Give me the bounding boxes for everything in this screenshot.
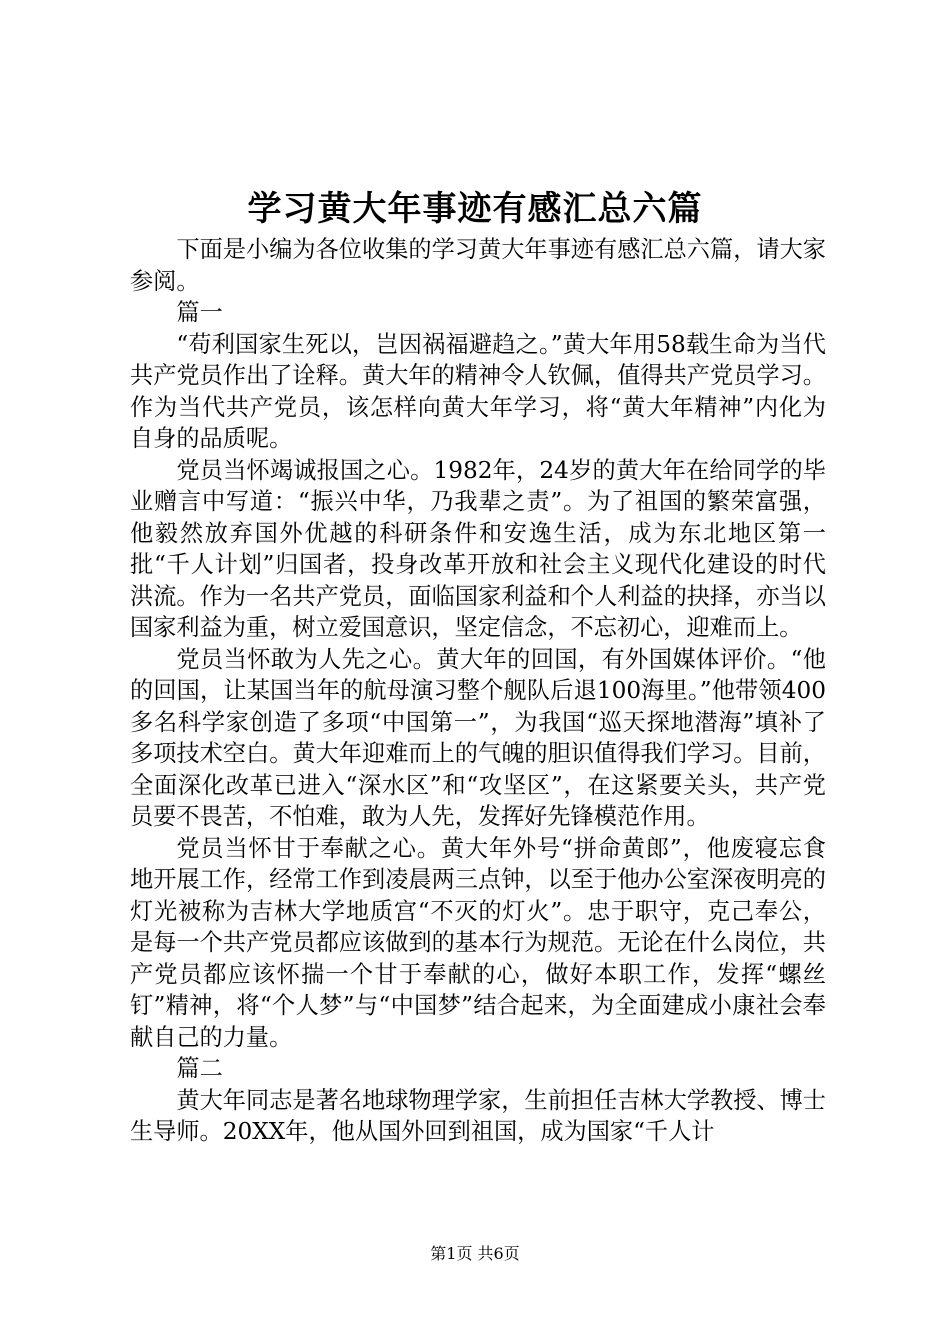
paragraph: 党员当怀竭诚报国之心。1982年，24岁的黄大年在给同学的毕业赠言中写道：“振兴中华，乃我辈之责”。为了祖国的繁荣富强，他毅然放弃国外优越的科研条件和安逸生活，成为东北地区第一批“千人计划”归国者，投身改革开放和社会主义现代化建设的时代洪流。作为一名共产党员，面临国家利益和个人利益的抉择，亦当以国家利益为重，树立爱国意识，坚定信念，不忘初心，迎难而上。: [130, 456, 826, 641]
paragraph: 党员当怀敢为人先之心。黄大年的回国，有外国媒体评价。“他的回国，让某国当年的航母演习整个舰队后退100海里。”他带领400多名科学家创造了多项“中国第一”，为我国“巡天探地潜海”填补了多项技术空白。黄大年迎难而上的气魄的胆识值得我们学习。目前，全面深化改革已进入“深水区”和“攻坚区”，在这紧要关头，共产党员要不畏苦，不怕难，敢为人先，发挥好先锋模范作用。: [130, 645, 826, 830]
paragraph: 党员当怀甘于奉献之心。黄大年外号“拼命黄郎”，他废寝忘食地开展工作，经常工作到凌晨两三点钟，以至于他办公室深夜明亮的灯光被称为吉林大学地质宫“不灭的灯火”。忠于职守，克己奉公，是每一个共产党员都应该做到的基本行为规范。无论在什么岗位，共产党员都应该怀揣一个甘于奉献的心，做好本职工作，发挥“螺丝钉”精神，将“个人梦”与“中国梦”结合起来，为全面建成小康社会奉献自己的力量。: [130, 834, 826, 1051]
paragraph: “苟利国家生死以，岂因祸福避趋之。”黄大年用58载生命为当代共产党员作出了诠释。黄大年的精神令人钦佩，值得共产党员学习。作为当代共产党员，该怎样向黄大年学习，将“黄大年精神”内化为自身的品质呢。: [130, 330, 826, 452]
document-body: [130, 234, 826, 1148]
paragraph-intro: 下面是小编为各位收集的学习黄大年事迹有感汇总六篇，请大家参阅。: [130, 236, 826, 295]
paragraph: 黄大年同志是著名地球物理学家，生前担任吉林大学教授、博士生导师。20XX年，他从国外回到祖国，成为国家“千人计: [130, 1086, 826, 1145]
section-heading-2: 篇二: [176, 1055, 223, 1082]
page-footer: 第1页 共6页: [430, 1244, 520, 1263]
section-heading-1: 篇一: [176, 299, 223, 326]
document-title: 学习黄大年事迹有感汇总六篇: [247, 189, 703, 229]
